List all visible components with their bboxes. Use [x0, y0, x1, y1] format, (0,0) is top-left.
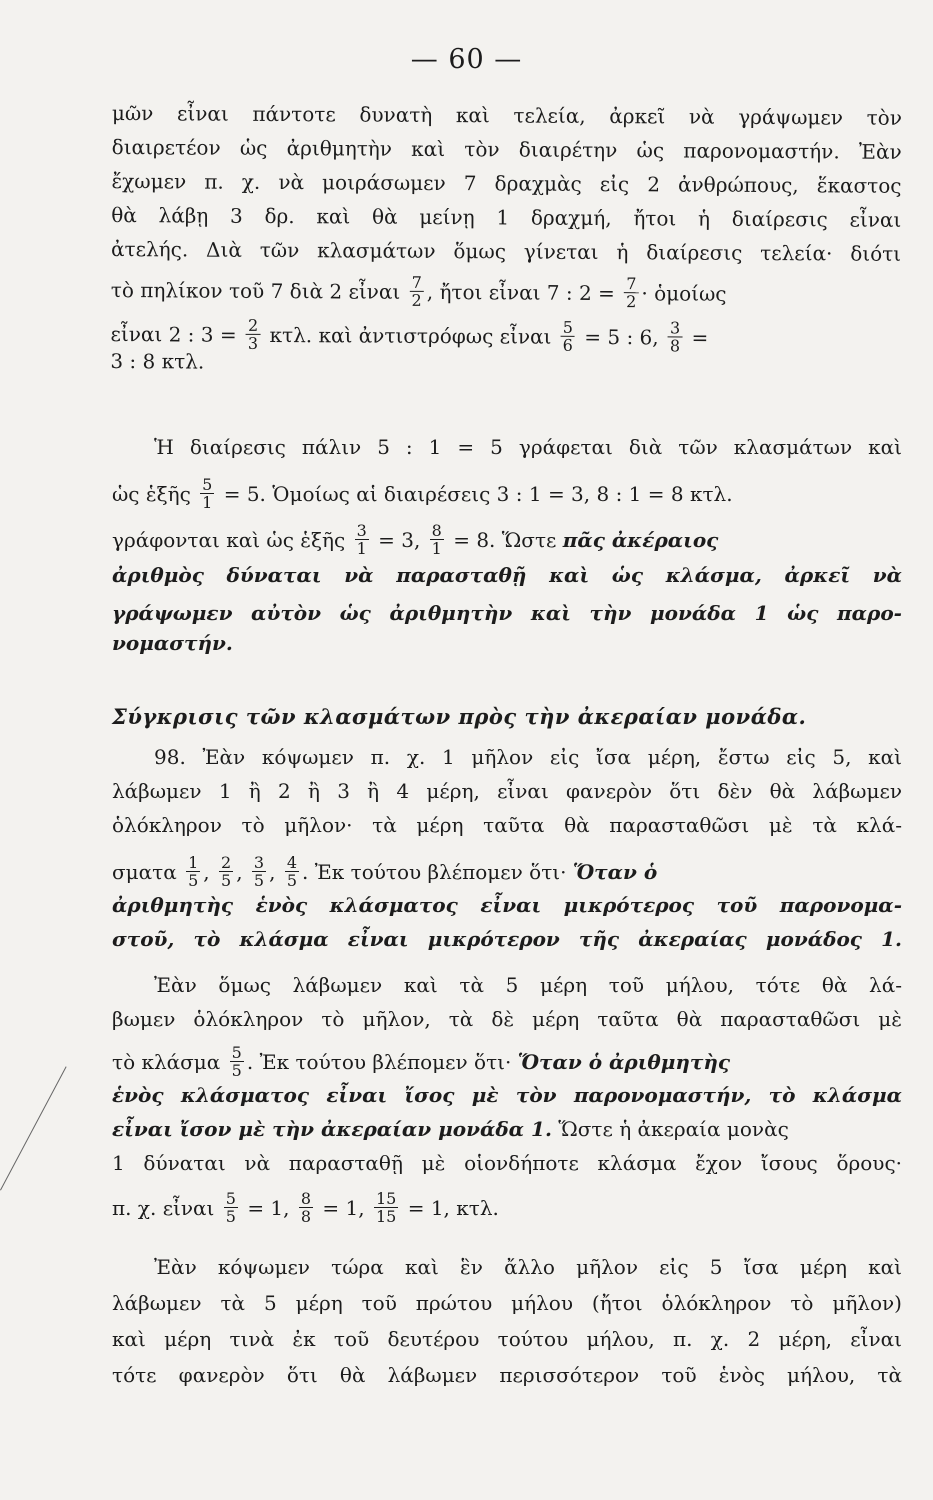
- text-line: διαιρετέον ὡς ἀριθμητὴν καὶ τὸν διαιρέτην ὡς παρονομαστήν. Ἐὰν: [111, 134, 902, 164]
- text-span: = 8. Ὥστε: [453, 528, 557, 552]
- numerator: 5: [225, 1189, 236, 1208]
- text-span: =: [691, 325, 709, 350]
- text-span: = 3,: [378, 528, 421, 552]
- text-line: 3 : 8 κτλ.: [110, 348, 205, 374]
- paragraph-division: [110, 98, 902, 381]
- separator: ,: [236, 860, 243, 884]
- denominator: 5: [188, 871, 199, 890]
- denominator: 1: [202, 493, 213, 512]
- text-span: κτλ. καὶ ἀντιστρόφως εἶναι: [269, 322, 552, 349]
- pencil-stroke: [0, 1066, 67, 1190]
- text-span: γράφονται καὶ ὡς ἑξῆς: [112, 528, 346, 552]
- numerator: 2: [248, 315, 259, 335]
- numerator: 5: [231, 1043, 242, 1062]
- text-line: 1 δύναται νὰ παρασταθῇ μὲ οἱονδήποτε κλάσμα ἔχον ἴσους ὅρους·: [112, 1151, 902, 1175]
- numerator: 3: [253, 853, 265, 872]
- denominator: 1: [431, 539, 442, 558]
- denominator: 6: [562, 335, 573, 355]
- text-span: τὸ πηλίκον τοῦ 7 διὰ 2 εἶναι: [110, 277, 401, 304]
- fraction: [299, 1190, 313, 1225]
- text-line: Ἡ διαίρεσις πάλιν 5 : 1 = 5 γράφεται διὰ τῶν κλασμάτων καὶ: [154, 435, 902, 459]
- text-span: = 5 : 6,: [584, 324, 659, 350]
- text-line: [110, 315, 900, 356]
- text-line: [110, 272, 901, 312]
- text-line: [112, 475, 902, 512]
- denominator: 15: [375, 1207, 397, 1226]
- fraction: [246, 317, 260, 352]
- text-line: λάβωμεν τὰ 5 μέρη τοῦ πρώτου μήλου (ἤτοι ὁλόκληρον τὸ μῆλον): [112, 1291, 902, 1315]
- text-span: . Ἐκ τούτου βλέπομεν ὅτι·: [246, 1050, 512, 1074]
- text-span: σματα: [112, 860, 177, 884]
- fraction: [374, 1190, 398, 1225]
- fraction: [285, 854, 299, 889]
- denominator: 2: [411, 290, 422, 310]
- text-span: = 1, κτλ.: [407, 1196, 499, 1220]
- fraction: [430, 522, 444, 557]
- text-span: π. χ. εἶναι: [112, 1196, 215, 1220]
- text-line: [112, 1189, 902, 1226]
- text-span: = 1,: [247, 1196, 290, 1220]
- text-line: Ἐὰν κόψωμεν τώρα καὶ ἓν ἄλλο μῆλον εἰς 5 ἴσα μέρη καὶ: [154, 1255, 902, 1279]
- text-line: ἀτελής. Διὰ τῶν κλασμάτων ὅμως γίνεται ἡ διαίρεσις τελεία· διότι: [111, 236, 902, 266]
- numerator: 3: [356, 521, 367, 540]
- numerator: 4: [286, 853, 297, 872]
- text-line: [112, 1114, 902, 1144]
- numerator: 3: [670, 318, 681, 338]
- emphasis-line: ἀριθμητὴς ἑνὸς κλάσματος εἶναι μικρότερος τοῦ παρονομα-: [112, 893, 902, 917]
- paragraph-integers: [112, 432, 902, 658]
- numerator: 8: [300, 1189, 312, 1208]
- emphasis-text: εἶναι ἴσον μὲ τὴν ἀκεραίαν μονάδα 1.: [112, 1117, 552, 1141]
- emphasis-text: Ὅταν ὁ: [572, 860, 658, 884]
- numerator: 5: [562, 317, 574, 337]
- text-line: βωμεν ὁλόκληρον τὸ μῆλον, τὰ δὲ μέρη ταῦτα θὰ παρασταθῶσι μὲ: [112, 1007, 902, 1031]
- emphasis-line: ἑνὸς κλάσματος εἶναι ἴσος μὲ τὸν παρονομαστήν, τὸ κλάσμα: [112, 1083, 902, 1107]
- fraction: [409, 274, 423, 309]
- separator: ,: [269, 860, 276, 884]
- denominator: 8: [300, 1207, 312, 1226]
- section-heading-wrap: [112, 702, 902, 732]
- emphasis-text: Ὅταν ὁ ἀριθμητὴς: [517, 1050, 731, 1074]
- fraction: [186, 854, 200, 889]
- denominator: 5: [225, 1207, 236, 1226]
- emphasis-line: στοῦ, τὸ κλάσμα εἶναι μικρότερον τῆς ἀκεραίας μονάδος 1.: [112, 927, 902, 951]
- text-line: καὶ μέρη τινὰ ἐκ τοῦ δευτέρου τούτου μήλου, π. χ. 2 μέρη, εἶναι: [112, 1327, 902, 1351]
- denominator: 1: [356, 539, 367, 558]
- numerator: 8: [431, 521, 442, 540]
- text-line: ὁλόκληρον τὸ μῆλον· τὰ μέρη ταῦτα θὰ παρασταθῶσι μὲ τὰ κλά-: [112, 813, 902, 837]
- text-span: . Ἐκ τούτου βλέπομεν ὅτι·: [302, 860, 567, 884]
- text-line: μῶν εἶναι πάντοτε δυνατὴ καὶ τελεία, ἀρκεῖ νὰ γράψωμεν τὸν: [111, 100, 902, 130]
- text-span: = 5. Ὁμοίως αἱ διαιρέσεις 3 : 1 = 3, 8 : 1 = 8 κτλ.: [223, 482, 733, 506]
- paragraph-less-than-one: [112, 742, 902, 954]
- text-span: Ὥστε ἡ ἀκεραία μονὰς: [558, 1117, 789, 1141]
- text-line: λάβωμεν 1 ἢ 2 ἢ 3 ἢ 4 μέρη, εἶναι φανερὸν ὅτι δὲν θὰ λάβωμεν: [112, 779, 902, 803]
- text-span: εἶναι 2 : 3 =: [110, 321, 237, 347]
- denominator: 8: [669, 336, 681, 356]
- denominator: 5: [253, 871, 265, 890]
- fraction: [200, 476, 214, 511]
- section-heading: Σύγκρισις τῶν κλασμάτων πρὸς τὴν ἀκεραίαν μονάδα.: [112, 704, 807, 729]
- fraction: [219, 854, 233, 889]
- text-line: ἔχωμεν π. χ. νὰ μοιράσωμεν 7 δραχμὰς εἰς 2 ἀνθρώπους, ἕκαστος: [111, 168, 902, 198]
- emphasis-line: γράψωμεν αὐτὸν ὡς ἀριθμητὴν καὶ τὴν μονάδα 1 ὡς παρο-: [112, 601, 902, 625]
- fraction: [230, 1044, 244, 1079]
- emphasis-line: νομαστήν.: [112, 631, 233, 655]
- fraction: [355, 522, 369, 557]
- numerator: 7: [411, 272, 422, 292]
- emphasis-line: ἀριθμὸς δύναται νὰ παρασταθῇ καὶ ὡς κλάσμα, ἀρκεῖ νὰ: [112, 563, 902, 587]
- text-line: θὰ λάβῃ 3 δρ. καὶ θὰ μείνῃ 1 δραχμή, ἤτοι ἡ διαίρεσις εἶναι: [111, 202, 902, 232]
- denominator: 5: [221, 871, 232, 890]
- denominator: 2: [626, 292, 637, 312]
- text-span: = 1,: [322, 1196, 365, 1220]
- denominator: 3: [247, 333, 259, 353]
- text-line: τότε φανερὸν ὅτι θὰ λάβωμεν περισσότερον τοῦ ἑνὸς μήλου, τὰ: [112, 1363, 902, 1387]
- paragraph-equal-one: [112, 970, 902, 1226]
- fraction: [668, 319, 682, 354]
- numerator: 15: [375, 1189, 397, 1208]
- text-span: τὸ κλάσμα: [112, 1050, 221, 1074]
- text-line: [112, 1043, 902, 1080]
- numerator: 1: [188, 853, 199, 872]
- emphasis-text: πᾶς ἀκέραιος: [562, 528, 719, 552]
- separator: ,: [203, 860, 210, 884]
- fraction: [224, 1190, 238, 1225]
- paragraph-greater-than-one: [112, 1252, 902, 1390]
- text-span: , ἤτοι εἶναι 7 : 2 =: [426, 279, 615, 306]
- denominator: 5: [231, 1061, 242, 1080]
- text-span: · ὁμοίως: [641, 281, 727, 306]
- text-line: [112, 521, 902, 558]
- text-line: 98. Ἐὰν κόψωμεν π. χ. 1 μῆλον εἰς ἴσα μέρη, ἔστω εἰς 5, καὶ: [154, 745, 902, 769]
- fraction: [624, 275, 638, 310]
- fraction: [252, 854, 266, 889]
- text-line: Ἐὰν ὅμως λάβωμεν καὶ τὰ 5 μέρη τοῦ μήλου, τότε θὰ λά-: [154, 973, 902, 997]
- text-line: [112, 853, 902, 890]
- numerator: 2: [221, 853, 232, 872]
- text-span: ὡς ἑξῆς: [112, 482, 191, 506]
- numerator: 7: [626, 274, 637, 294]
- numerator: 5: [202, 475, 213, 494]
- denominator: 5: [286, 871, 297, 890]
- page-number: — 60 —: [410, 44, 523, 75]
- fraction: [561, 319, 575, 354]
